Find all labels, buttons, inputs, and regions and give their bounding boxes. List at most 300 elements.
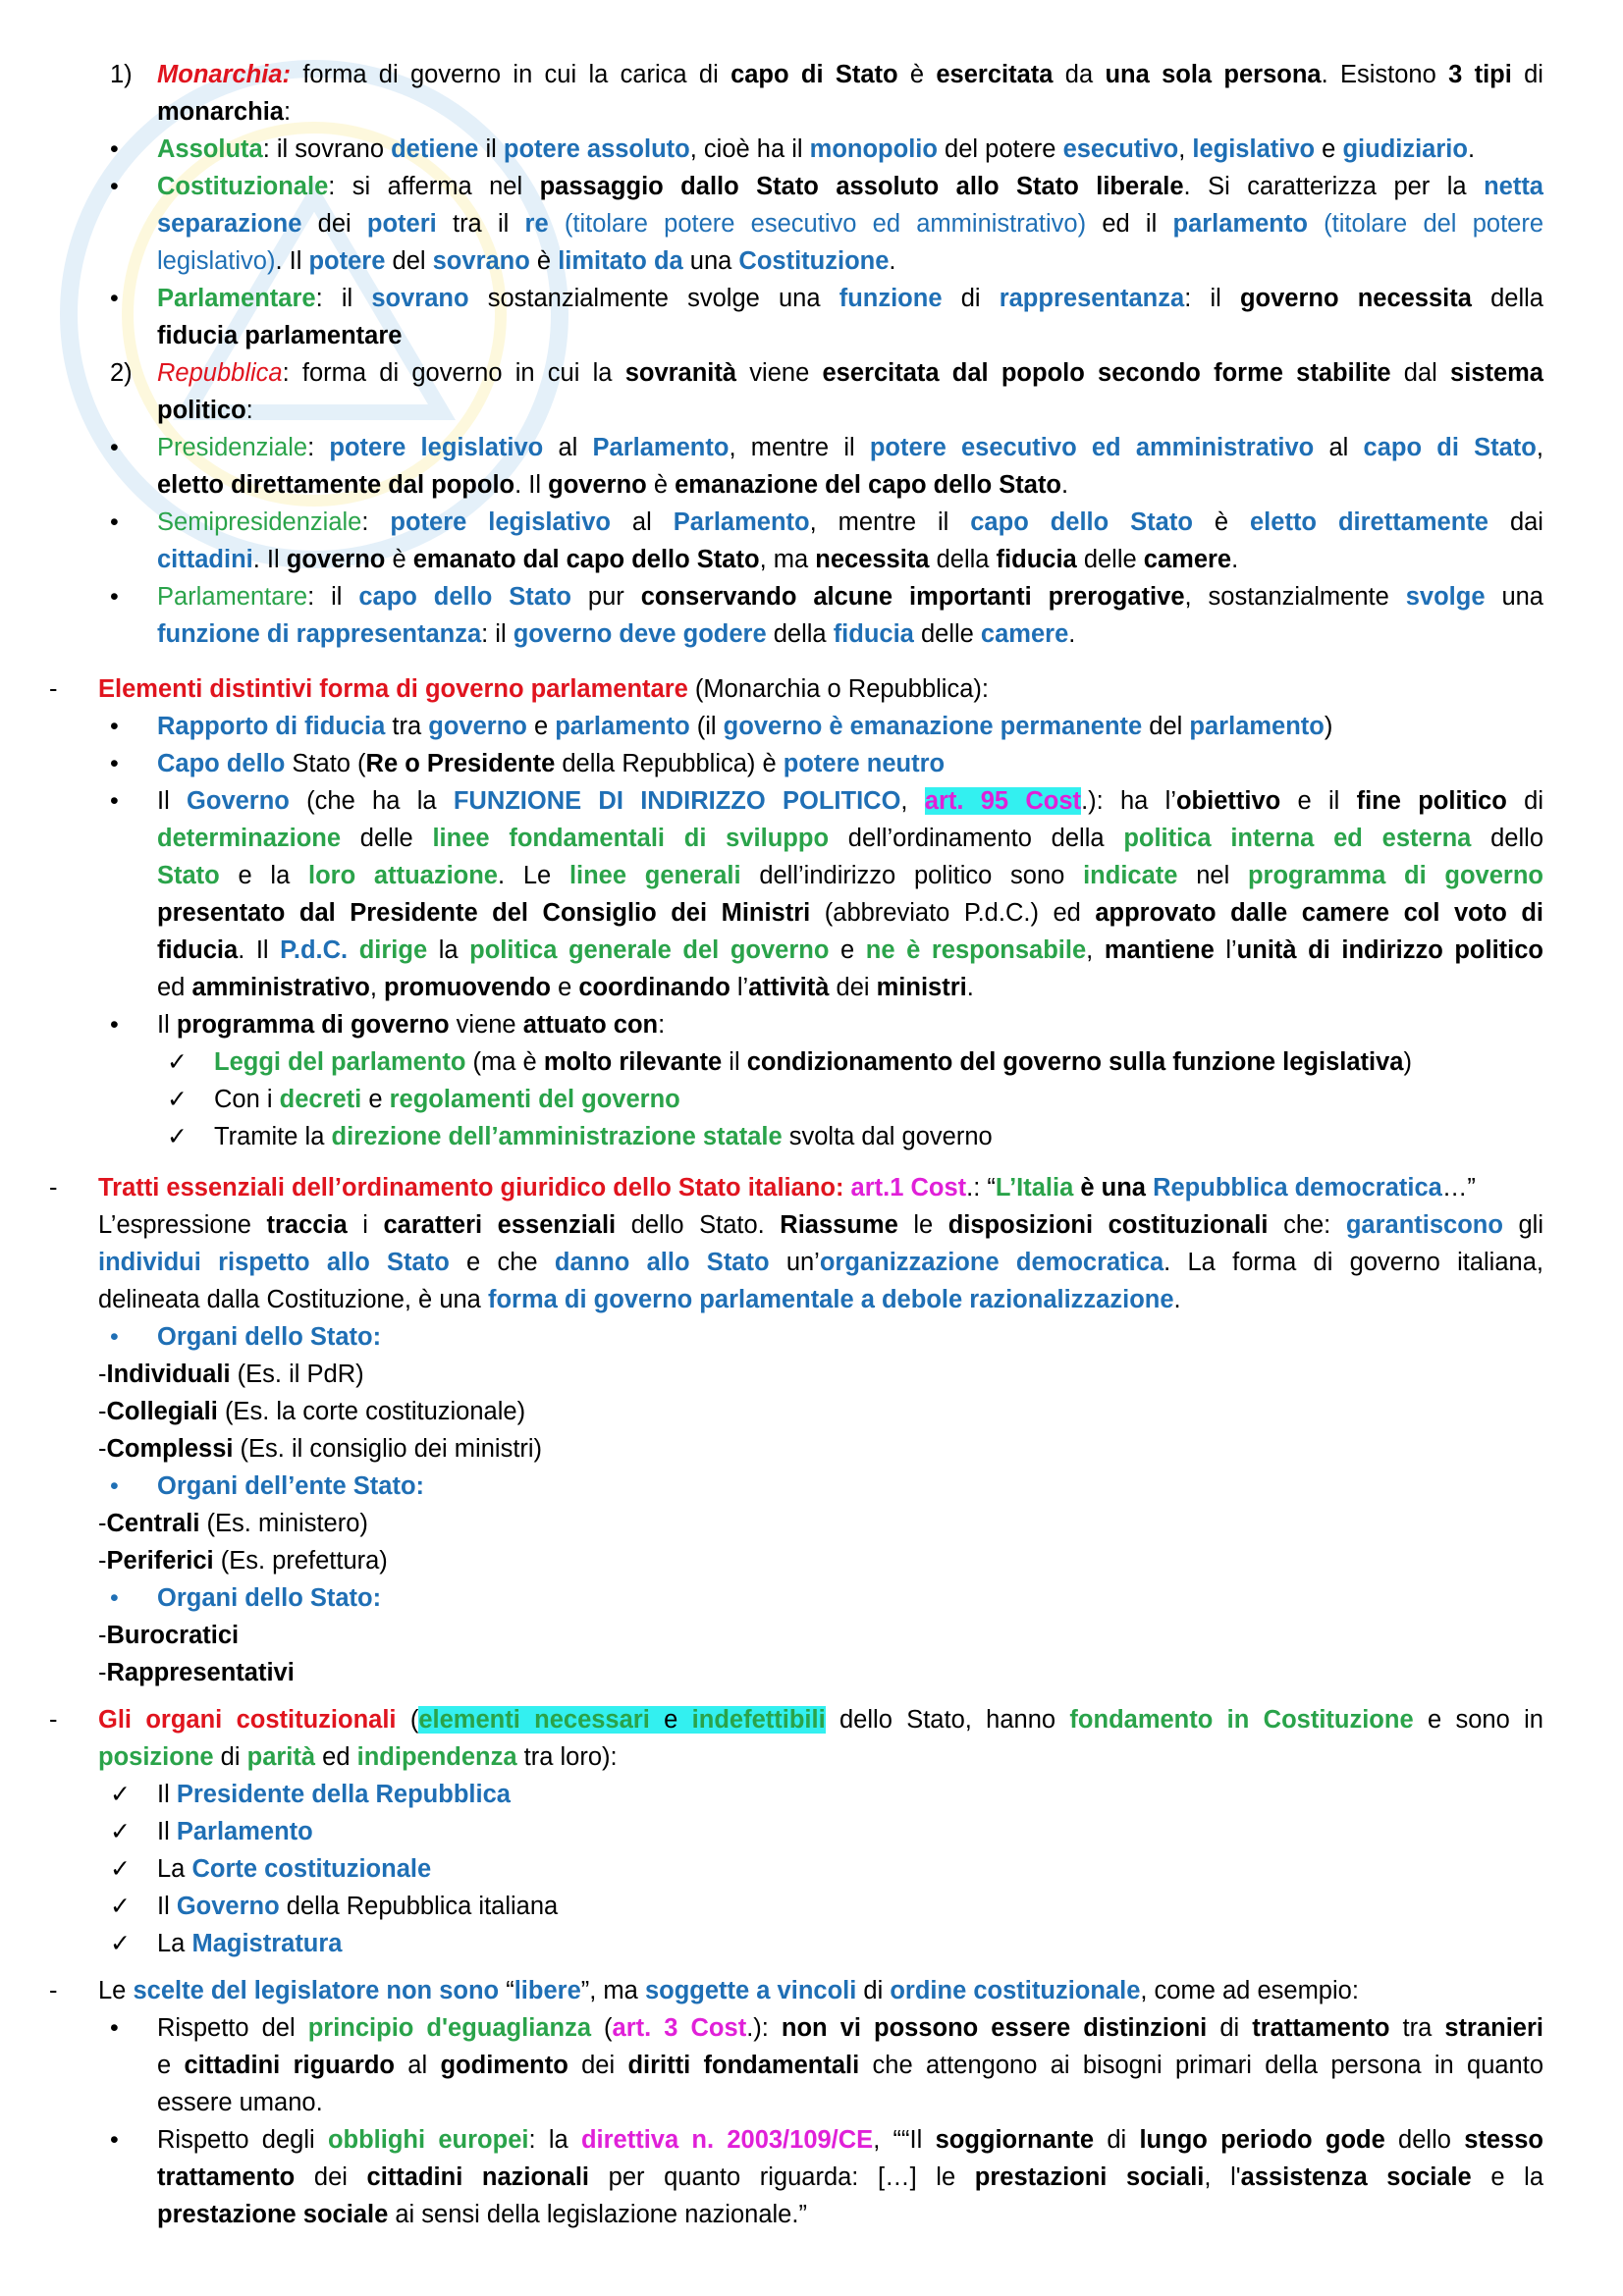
text: (titolare del potere — [1307, 210, 1544, 238]
text: fiducia — [157, 936, 239, 964]
line — [98, 1618, 239, 1653]
text: presentato dal Presidente del Consiglio dei Ministri — [157, 899, 811, 927]
text: ”, ma — [580, 1977, 645, 2004]
text: …” — [1441, 1174, 1476, 1201]
text: linee generali — [568, 862, 741, 889]
text: . Si caratterizza per la — [1183, 173, 1485, 200]
text: ed — [157, 974, 192, 1001]
text: necessita — [815, 546, 930, 573]
text: non vi possono essere distinzioni — [781, 2014, 1208, 2042]
text: Individuali — [106, 1361, 231, 1388]
text: nel — [1177, 862, 1248, 889]
text: dell’ordinamento della — [829, 825, 1124, 852]
text: obiettivo — [1175, 787, 1281, 815]
text: governo — [428, 713, 527, 740]
text: , ““Il — [873, 2126, 936, 2154]
text: Magistratura — [191, 1930, 343, 1957]
text: fiducia — [833, 620, 914, 648]
text: esercitata — [936, 61, 1054, 88]
text: del — [1142, 713, 1190, 740]
text: di — [1207, 2014, 1253, 2042]
text: Governo — [176, 1893, 280, 1920]
bullet-icon: • — [110, 583, 119, 611]
text: il — [478, 135, 504, 163]
subheading: Organi dello Stato: — [157, 1323, 382, 1351]
text: l’ — [730, 974, 749, 1001]
text: un’ — [769, 1249, 820, 1276]
text: (il — [689, 713, 724, 740]
text: e — [361, 1086, 390, 1113]
text: amministrativo — [191, 974, 370, 1001]
line — [157, 430, 1543, 465]
text: art. 3 Cost — [612, 2014, 747, 2042]
text: Burocratici — [106, 1622, 240, 1649]
text: limitato da — [558, 247, 683, 275]
text: capo dello Stato — [970, 508, 1193, 536]
line — [157, 746, 945, 781]
text: dal — [1390, 359, 1451, 387]
check-icon: ✓ — [110, 1781, 131, 1808]
text: elementi necessari — [418, 1706, 650, 1734]
bullet-icon: • — [110, 2126, 119, 2154]
text: governo — [548, 471, 647, 499]
line — [157, 542, 1238, 577]
text: (Es. la corte costituzionale) — [217, 1398, 526, 1425]
text: potere assoluto — [503, 135, 690, 163]
numbering: 2) — [110, 359, 133, 387]
text: individui rispetto allo Stato — [98, 1249, 450, 1276]
dash-marker: - — [49, 1174, 58, 1201]
line — [214, 1082, 680, 1117]
line — [98, 1282, 1181, 1317]
text: funzione — [839, 285, 943, 312]
line — [157, 467, 1068, 503]
text: è — [385, 546, 413, 573]
text: funzione di rappresentanza — [157, 620, 482, 648]
line — [157, 94, 291, 130]
line — [157, 2197, 807, 2232]
text: (Es. ministero) — [199, 1510, 368, 1537]
text: potere neutro — [783, 750, 946, 777]
section-heading — [98, 1170, 1476, 1205]
text: Parlamento — [176, 1818, 313, 1845]
text: ( — [396, 1706, 419, 1734]
text: : — [245, 397, 253, 424]
text: (ma è — [465, 1048, 544, 1076]
text: godimento — [440, 2052, 568, 2079]
text: dei — [301, 210, 367, 238]
text: è una — [1073, 1174, 1154, 1201]
text: trattamento — [1252, 2014, 1390, 2042]
text: “ — [499, 1977, 514, 2004]
term: Repubblica — [157, 359, 283, 387]
bullet-icon: • — [110, 1584, 119, 1612]
text: governo è emanazione permanente — [723, 713, 1143, 740]
text: Centrali — [106, 1510, 200, 1537]
text: le — [897, 1211, 948, 1239]
text: Repubblica democratica — [1153, 1174, 1442, 1201]
text: tra — [1389, 2014, 1445, 2042]
bullet-icon: • — [110, 1323, 119, 1351]
text: una — [682, 247, 739, 275]
text: coordinando — [578, 974, 730, 1001]
text: della Repubblica) è — [555, 750, 784, 777]
text: Costituzione — [738, 247, 890, 275]
text: determinazione — [157, 825, 342, 852]
text: gli — [1502, 1211, 1544, 1239]
line — [157, 355, 1543, 391]
text: . Il — [275, 247, 309, 275]
text: Governo — [187, 787, 290, 815]
text: Semipresidenziale — [157, 508, 362, 536]
text: e che — [449, 1249, 555, 1276]
text: separazione — [157, 210, 302, 238]
text: una — [1485, 583, 1543, 611]
text: la — [427, 936, 470, 964]
term: Monarchia: — [157, 61, 292, 88]
text: esercitata dal popolo secondo forme stabilite — [822, 359, 1391, 387]
text: posizione — [98, 1743, 214, 1771]
text: regolamenti del governo — [389, 1086, 680, 1113]
text: governo necessita — [1239, 285, 1472, 312]
text: approvato dalle camere col voto di — [1095, 899, 1543, 927]
text: capo di Stato — [730, 61, 898, 88]
text: al — [610, 508, 674, 536]
text: cittadini riguardo — [184, 2052, 395, 2079]
text: Elementi distintivi forma di governo parlamentare — [98, 675, 688, 703]
text: potere legislativo — [329, 434, 544, 461]
text: una sola persona — [1105, 61, 1322, 88]
text: , mentre il — [809, 508, 971, 536]
line — [157, 709, 1332, 744]
text: , sostanzialmente — [1184, 583, 1406, 611]
text: monarchia — [157, 98, 284, 126]
text: viene — [449, 1011, 523, 1039]
text: politico — [157, 397, 246, 424]
text: camere — [980, 620, 1069, 648]
text: monopolio — [809, 135, 938, 163]
text: - — [98, 1510, 107, 1537]
text: : la — [528, 2126, 581, 2154]
text: della — [766, 620, 834, 648]
text: art.1 Cost — [850, 1174, 967, 1201]
text: ) — [1403, 1048, 1412, 1076]
text: : il — [481, 620, 514, 648]
text: ne è responsabile — [865, 936, 1087, 964]
text: - — [98, 1659, 107, 1686]
text: e — [157, 2052, 185, 2079]
text: . Il — [252, 546, 287, 573]
text: è — [646, 471, 676, 499]
text: . Le — [498, 862, 569, 889]
text: sovranità — [624, 359, 737, 387]
line — [157, 616, 1075, 652]
text: dello — [1471, 825, 1543, 852]
text: . Esistono — [1321, 61, 1449, 88]
line — [157, 895, 1543, 931]
line — [157, 57, 1543, 92]
text: molto rilevante — [543, 1048, 723, 1076]
text: legislativo) — [157, 247, 276, 275]
text: Rappresentativi — [106, 1659, 295, 1686]
text: , cioè ha il — [689, 135, 810, 163]
text: . La forma di governo italiana, — [1163, 1249, 1543, 1276]
text: e la — [219, 862, 308, 889]
text: da — [1053, 61, 1106, 88]
text: condizionamento del governo sulla funzione legislativa — [746, 1048, 1404, 1076]
text: di — [1511, 61, 1543, 88]
check-icon: ✓ — [167, 1048, 188, 1076]
line — [157, 933, 1543, 968]
text: L’Italia — [995, 1174, 1074, 1201]
text: ed — [315, 1743, 357, 1771]
line — [214, 1044, 1412, 1080]
line — [157, 318, 402, 353]
text: Costituzionale — [157, 173, 329, 200]
text: dell’indirizzo politico sono — [740, 862, 1084, 889]
text: principio d'eguaglianza — [307, 2014, 591, 2042]
text: Complessi — [106, 1435, 234, 1463]
text: sistema — [1450, 359, 1543, 387]
text: e il — [1280, 787, 1357, 815]
text: del — [385, 247, 433, 275]
text: Periferici — [106, 1547, 214, 1575]
text: Corte costituzionale — [191, 1855, 432, 1883]
text: traccia — [266, 1211, 348, 1239]
text: : — [361, 508, 391, 536]
line — [157, 783, 1543, 819]
text: Gli organi costituzionali — [98, 1706, 397, 1734]
line — [98, 1739, 618, 1775]
text: direzione dell’amministrazione statale — [331, 1123, 783, 1150]
text: - — [98, 1361, 107, 1388]
text: , come ad esempio: — [1140, 1977, 1359, 2004]
bullet-icon: • — [110, 508, 119, 536]
dash-marker: - — [49, 675, 58, 703]
text: , — [1086, 936, 1105, 964]
text: , — [369, 974, 385, 1001]
text: Tramite la — [214, 1123, 332, 1150]
text: è — [897, 61, 937, 88]
line — [157, 858, 1543, 893]
line — [214, 1119, 993, 1154]
line — [157, 2010, 1543, 2046]
text: soggiornante — [935, 2126, 1095, 2154]
text: : — [307, 434, 330, 461]
dash-marker: - — [49, 1706, 58, 1734]
text: dello Stato, hanno — [825, 1706, 1070, 1734]
text: ministri — [876, 974, 967, 1001]
text: l’ — [1214, 936, 1237, 964]
text: attività — [748, 974, 830, 1001]
check-icon: ✓ — [110, 1855, 131, 1883]
text: e — [1315, 135, 1343, 163]
line — [98, 1543, 388, 1578]
line — [157, 579, 1543, 614]
dash-marker: - — [49, 1977, 58, 2004]
bullet-icon: • — [110, 1011, 119, 1039]
text: e — [649, 1706, 692, 1734]
text: della — [1471, 285, 1543, 312]
line — [157, 2160, 1543, 2195]
text: dirige — [358, 936, 428, 964]
line — [98, 1245, 1543, 1280]
line — [157, 1851, 431, 1887]
text: : — [283, 98, 292, 126]
line — [157, 1926, 343, 1961]
text: Presidenziale — [157, 434, 308, 461]
text: Le — [98, 1977, 134, 2004]
subheading: Organi dell’ente Stato: — [157, 1472, 425, 1500]
text: soggette a vincoli — [644, 1977, 857, 2004]
text: ( — [591, 2014, 613, 2042]
text: parlamento — [555, 713, 690, 740]
text: stesso — [1464, 2126, 1543, 2154]
text: potere legislativo — [390, 508, 611, 536]
bullet-icon: • — [110, 1472, 119, 1500]
text: .): ha l’ — [1081, 787, 1176, 815]
text: è — [1192, 508, 1250, 536]
text: e — [829, 936, 866, 964]
bullet-icon: • — [110, 285, 119, 312]
text: sovrano — [371, 285, 469, 312]
text: Parlamentare — [157, 285, 316, 312]
text: : il — [315, 285, 372, 312]
line — [157, 821, 1543, 856]
text: delle — [913, 620, 981, 648]
text: La — [157, 1855, 192, 1883]
text: che attengono ai bisogni primari della persona in quanto — [859, 2052, 1544, 2079]
text: (Monarchia o Repubblica): — [687, 675, 989, 703]
text: danno allo Stato — [554, 1249, 770, 1276]
check-icon: ✓ — [110, 1818, 131, 1845]
text: stranieri — [1444, 2014, 1543, 2042]
bullet-icon: • — [110, 787, 119, 815]
text: libere — [514, 1977, 581, 2004]
line — [157, 505, 1543, 540]
text: . — [1173, 1286, 1181, 1313]
line — [157, 206, 1543, 241]
text: Tratti essenziali dell’ordinamento giuridico dello Stato italiano: — [98, 1174, 844, 1201]
text: unità di indirizzo politico — [1236, 936, 1544, 964]
text: per quanto riguarda: […] le — [589, 2163, 975, 2191]
text: al — [1314, 434, 1364, 461]
line — [98, 1207, 1543, 1243]
text: : il — [307, 583, 359, 611]
text: (titolare potere esecutivo ed amministrativo) — [548, 210, 1087, 238]
text: al — [543, 434, 593, 461]
text: di — [1094, 2126, 1140, 2154]
bullet-icon: • — [110, 750, 119, 777]
text: parità — [246, 1743, 316, 1771]
text: al — [395, 2052, 441, 2079]
text: linee fondamentali di sviluppo — [432, 825, 830, 852]
text: dei — [568, 2052, 628, 2079]
text: caratteri essenziali — [383, 1211, 617, 1239]
text: , mentre il — [729, 434, 870, 461]
text — [348, 936, 359, 964]
text: rappresentanza — [999, 285, 1185, 312]
line — [157, 132, 1475, 167]
text: politica generale del governo — [469, 936, 830, 964]
text — [843, 1174, 850, 1201]
text: sostanzialmente svolge una — [468, 285, 839, 312]
text: Il — [157, 787, 188, 815]
text: lungo periodo gode — [1139, 2126, 1385, 2154]
text: (abbreviato P.d.C.) ed — [810, 899, 1096, 927]
text: ai sensi della legislazione nazionale.” — [388, 2201, 807, 2228]
text: forma di governo parlamentale a debole razionalizzazione — [487, 1286, 1174, 1313]
text: dei — [829, 974, 877, 1001]
text: è — [529, 247, 559, 275]
text: cittadini — [157, 546, 253, 573]
text: Collegiali — [106, 1398, 218, 1425]
text: il — [722, 1048, 747, 1076]
text: L’espressione — [98, 1211, 267, 1239]
text: Assoluta — [157, 135, 263, 163]
text: , — [900, 787, 925, 815]
text: camere — [1143, 546, 1232, 573]
text: trattamento — [157, 2163, 296, 2191]
text: prestazioni sociali — [974, 2163, 1205, 2191]
text: . — [1231, 546, 1239, 573]
text: pur — [570, 583, 641, 611]
text: fondamento in Costituzione — [1069, 1706, 1414, 1734]
text: fiducia parlamentare — [157, 322, 403, 349]
text: di — [1506, 787, 1544, 815]
text: cittadini nazionali — [366, 2163, 590, 2191]
text: Leggi del parlamento — [214, 1048, 466, 1076]
text: Il — [157, 1818, 177, 1845]
text: passaggio dallo Stato assoluto allo Stato liberale — [539, 173, 1184, 200]
line — [157, 970, 974, 1005]
text: ) — [1324, 713, 1333, 740]
text: , — [1178, 135, 1193, 163]
text: Stato ( — [285, 750, 366, 777]
text: svolta dal governo — [782, 1123, 993, 1150]
line — [157, 243, 896, 279]
text: emanato dal capo dello Stato — [412, 546, 760, 573]
text: : il — [1184, 285, 1240, 312]
text: : — [658, 1011, 666, 1039]
line — [157, 281, 1543, 316]
text: art. 95 Cost — [924, 787, 1082, 815]
text: - — [98, 1435, 107, 1463]
text: . Il — [514, 471, 549, 499]
line — [157, 393, 253, 428]
text: governo deve godere — [513, 620, 767, 648]
text: i — [347, 1211, 384, 1239]
section-heading — [98, 1702, 1543, 1737]
text: Il — [157, 1781, 177, 1808]
text: dai — [1488, 508, 1543, 536]
text: indicate — [1083, 862, 1178, 889]
text: dei — [295, 2163, 367, 2191]
text: tra — [385, 713, 429, 740]
text: svolge — [1405, 583, 1486, 611]
text: indipendenza — [356, 1743, 517, 1771]
text: dello Stato. — [616, 1211, 781, 1239]
text: - — [98, 1547, 107, 1575]
text: obblighi europei — [327, 2126, 529, 2154]
text: programma di governo — [1247, 862, 1543, 889]
text: programma di governo — [176, 1011, 450, 1039]
section-heading — [98, 671, 989, 707]
text: attuato con — [522, 1011, 659, 1039]
check-icon: ✓ — [167, 1086, 188, 1113]
text: Presidente della Repubblica — [176, 1781, 511, 1808]
text: .: “ — [966, 1174, 996, 1201]
